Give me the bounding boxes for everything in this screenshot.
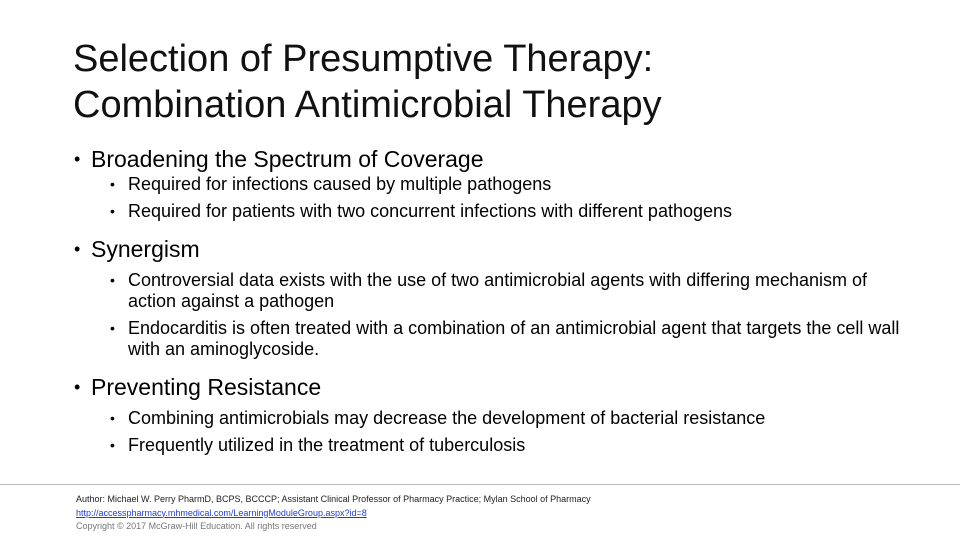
bullet-item — [74, 201, 904, 222]
bullet-icon: • — [74, 149, 81, 169]
bullet-item-text: Required for patients with two concurrent infections with different pathogens — [128, 201, 733, 221]
bullet-item — [74, 318, 904, 360]
bullet-icon: • — [74, 239, 81, 259]
bullet-item-text: Controversial data exists with the use of two antimicrobial agents with differing mechanism of action against a pathogen — [128, 270, 868, 311]
bullet-item-text: Endocarditis is often treated with a combination of an antimicrobial agent that targets the cell wall with an aminoglycoside. — [128, 318, 900, 359]
bullet-icon: • — [110, 203, 115, 219]
slide-title-line-2: Combination Antimicrobial Therapy — [73, 84, 662, 126]
bullet-icon: • — [110, 437, 115, 453]
slide-footer — [76, 493, 591, 534]
slide-title-line-1: Selection of Presumptive Therapy: — [73, 38, 654, 80]
section-heading-spectrum — [74, 144, 904, 174]
bullet-icon: • — [74, 377, 81, 397]
bullet-icon: • — [110, 410, 115, 426]
footer-divider — [0, 484, 960, 485]
slide-title — [73, 36, 913, 128]
bullet-icon: • — [110, 272, 115, 288]
footer-author: Author: Michael W. Perry PharmD, BCPS, BCCCP; Assistant Clinical Professor of Pharmacy Practice; Mylan School of Pharmacy — [76, 494, 591, 504]
bullet-item-text: Required for infections caused by multiple pathogens — [128, 174, 552, 194]
bullet-item — [74, 435, 904, 456]
slide-content — [74, 144, 904, 456]
footer-copyright: Copyright © 2017 McGraw-Hill Education. All rights reserved — [76, 521, 317, 531]
bullet-item — [74, 270, 904, 312]
bullet-item — [74, 174, 904, 195]
section-heading-text: Preventing Resistance — [91, 374, 322, 400]
section-heading-text: Synergism — [91, 236, 200, 262]
bullet-item-text: Combining antimicrobials may decrease the development of bacterial resistance — [128, 408, 766, 428]
bullet-item-text: Frequently utilized in the treatment of tuberculosis — [128, 435, 526, 455]
section-heading-resistance — [74, 372, 904, 402]
bullet-item — [74, 408, 904, 429]
section-heading-synergism — [74, 234, 904, 264]
section-heading-text: Broadening the Spectrum of Coverage — [91, 146, 484, 172]
bullet-icon: • — [110, 320, 115, 336]
footer-link[interactable]: http://accesspharmacy.mhmedical.com/LearningModuleGroup.aspx?id=8 — [76, 507, 367, 518]
bullet-icon: • — [110, 176, 115, 192]
